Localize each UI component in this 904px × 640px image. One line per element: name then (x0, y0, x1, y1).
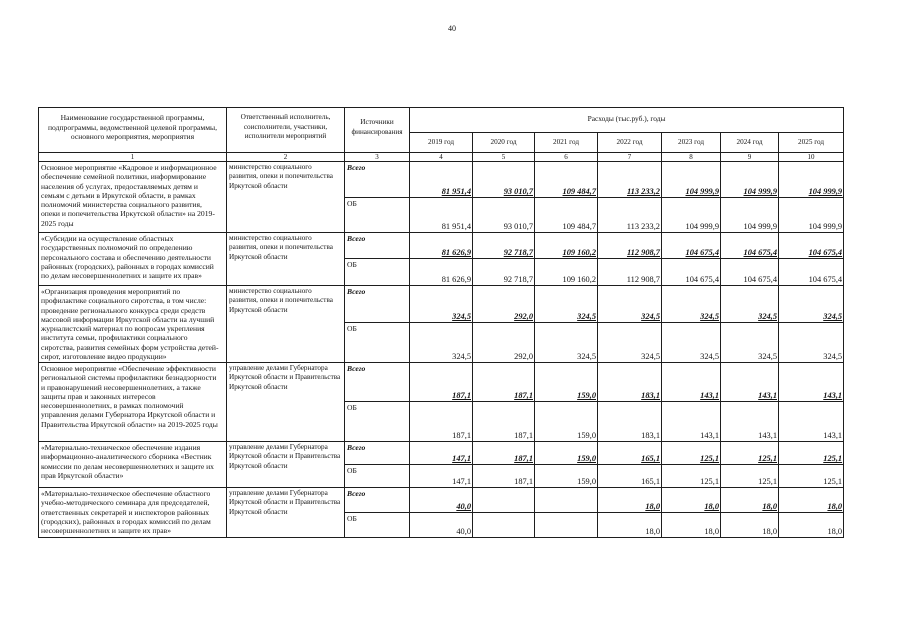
funding-row-total (39, 442, 844, 465)
budget-table-body (39, 162, 844, 538)
header-text-line: финансирования (351, 127, 403, 136)
expense-value-2021: 109 160,2 (535, 233, 598, 259)
expense-value-2024: 104 999,9 (721, 162, 779, 198)
expense-value-2020: 292,0 (473, 323, 535, 363)
executor-line: Иркутской области и Правительства (229, 373, 341, 382)
program-name-line: прав Иркутской области» (41, 470, 124, 480)
funding-source-label: Всего (345, 233, 410, 259)
header-year-2022: 2022 год (598, 133, 662, 153)
expense-value-2023: 104 999,9 (662, 198, 721, 233)
funding-row-total (39, 233, 844, 259)
expense-value-2023: 104 999,9 (662, 162, 721, 198)
expense-value-2020: 93 010,7 (473, 198, 535, 233)
expense-value-2025: 125,1 (779, 465, 844, 488)
expense-value-2022: 165,1 (598, 465, 662, 488)
expense-value-2022: 112 908,7 (598, 259, 662, 286)
executor-line: управление делами Губернатора (229, 364, 328, 372)
expense-value-2022: 18,0 (598, 513, 662, 538)
expense-value-2025: 104 999,9 (779, 162, 844, 198)
executor-cell (227, 488, 345, 538)
program-name-cell (39, 363, 227, 442)
program-name-line: региональной системы профилактики безнадзорности (41, 373, 217, 383)
funding-source-label: ОБ (345, 513, 410, 538)
expense-value-2022: 165,1 (598, 442, 662, 465)
executor-cell (227, 363, 345, 442)
funding-row-total (39, 286, 844, 323)
expense-value-2024: 125,1 (721, 465, 779, 488)
expense-value-2022: 183,1 (598, 402, 662, 442)
program-name-line: сиротства, развития семейных форм устройства детей- (41, 342, 219, 352)
header-text-line: подпрограммы, ведомственной целевой программы, (47, 122, 217, 132)
program-name-line: обеспечение семейной политики, информирование (41, 172, 207, 182)
expense-value-2020: 292,0 (473, 286, 535, 323)
program-name-cell (39, 233, 227, 286)
funding-row-total (39, 363, 844, 402)
expense-value-2019: 324,5 (410, 286, 473, 323)
program-name-line: семьям с детьми в Иркутской области, в рамках (41, 190, 196, 200)
program-name-line: государственных полномочий по определению (41, 243, 193, 253)
header-year-2021: 2021 год (535, 133, 598, 153)
program-name-line: Основное мероприятие «Кадровое и информационное (41, 163, 217, 172)
expense-value-2019: 40,0 (410, 488, 473, 513)
executor-line: Иркутской области (229, 382, 288, 391)
expense-value-2021: 159,0 (535, 402, 598, 442)
expense-value-2023: 324,5 (662, 323, 721, 363)
expense-value-2020: 93 010,7 (473, 162, 535, 198)
program-name-line: Основное мероприятие «Обеспечение эффективности (41, 364, 216, 373)
expense-value-2019: 324,5 (410, 323, 473, 363)
funding-source-label: Всего (345, 442, 410, 465)
column-number: 6 (535, 153, 598, 162)
executor-line: Иркутской области и Правительства (229, 452, 341, 461)
program-name-line: «Материально-техническое обеспечение издания (41, 443, 201, 452)
executor-cell (227, 286, 345, 363)
program-name-line: полномочий министерства социального развития, (41, 200, 202, 210)
program-name-line: по делам несовершеннолетних и защите их прав» (41, 271, 202, 281)
program-name-cell (39, 442, 227, 488)
expense-value-2023: 125,1 (662, 442, 721, 465)
funding-source-label: Всего (345, 488, 410, 513)
header-row-expenses (39, 108, 844, 133)
column-number: 4 (410, 153, 473, 162)
executor-cell (227, 162, 345, 233)
executor-line: Иркутской области (229, 305, 288, 314)
expense-value-2024: 324,5 (721, 323, 779, 363)
expense-value-2020: 187,1 (473, 363, 535, 402)
program-name-line: ответственных секретарей и инспекторов районных (41, 507, 210, 517)
header-year-2020: 2020 год (473, 133, 535, 153)
program-name-cell (39, 488, 227, 538)
funding-source-label: Всего (345, 286, 410, 323)
program-name-line: «Субсидии на осуществление областных (41, 234, 174, 243)
expense-value-2022: 18,0 (598, 488, 662, 513)
column-number: 2 (227, 153, 345, 162)
executor-line: министерство социального (229, 287, 312, 295)
expense-value-2022: 183,1 (598, 363, 662, 402)
funding-row-total (39, 162, 844, 198)
expense-value-2024: 104 999,9 (721, 198, 779, 233)
expense-value-2022: 324,5 (598, 286, 662, 323)
header-text-line: исполнители мероприятий (244, 132, 327, 140)
program-name-line: журналистский материал по вопросам укрепления (41, 324, 205, 334)
expense-value-2023: 143,1 (662, 402, 721, 442)
page-number: 40 (448, 24, 456, 33)
expense-value-2021: 109 160,2 (535, 259, 598, 286)
expense-value-2022: 324,5 (598, 323, 662, 363)
expense-value-2024: 125,1 (721, 442, 779, 465)
expense-value-2023: 104 675,4 (662, 233, 721, 259)
header-year-2025: 2025 год (779, 133, 844, 153)
expense-value-2024: 104 675,4 (721, 259, 779, 286)
program-name-line: массовой информации Иркутской области на лучший (41, 314, 215, 324)
expense-value-2021: 109 484,7 (535, 198, 598, 233)
header-expenses: Расходы (тыс.руб.), годы (410, 108, 844, 133)
expense-value-2025: 104 999,9 (779, 198, 844, 233)
executor-line: Иркутской области (229, 461, 288, 470)
program-name-line: персонального состава и обеспечению деятельности (41, 252, 211, 262)
funding-source-label: Всего (345, 162, 410, 198)
executor-line: Иркутской области и Правительства (229, 498, 341, 507)
funding-source-label: Всего (345, 363, 410, 402)
header-year-2019: 2019 год (410, 133, 473, 153)
expense-value-2023: 125,1 (662, 465, 721, 488)
expense-value-2020: 187,1 (473, 465, 535, 488)
expense-value-2020: 92 718,7 (473, 233, 535, 259)
program-name-line: (городских), районных в городах комиссий по делам (41, 516, 211, 526)
expense-value-2022: 113 233,2 (598, 198, 662, 233)
expense-value-2025: 18,0 (779, 488, 844, 513)
header-funding-source (345, 108, 410, 153)
program-name-line: защиты прав и законных интересов (41, 391, 156, 401)
expense-value-2019: 81 626,9 (410, 259, 473, 286)
program-name-line: управления делами Губернатора Иркутской области и (41, 410, 216, 420)
program-name-line: и правонарушений несовершеннолетних, а также (41, 382, 201, 392)
expense-value-2023: 18,0 (662, 488, 721, 513)
executor-line: министерство социального (229, 234, 312, 242)
program-name-line: несовершеннолетних, в рамках полномочий (41, 401, 184, 411)
expense-value-2019: 187,1 (410, 363, 473, 402)
expense-value-2025: 143,1 (779, 402, 844, 442)
expense-value-2023: 18,0 (662, 513, 721, 538)
expense-value-2020: 92 718,7 (473, 259, 535, 286)
expense-value-2023: 143,1 (662, 363, 721, 402)
expense-value-2024: 143,1 (721, 402, 779, 442)
expense-value-2021: 324,5 (535, 286, 598, 323)
expense-value-2021: 109 484,7 (535, 162, 598, 198)
expense-value-2024: 18,0 (721, 488, 779, 513)
expense-value-2025: 104 675,4 (779, 233, 844, 259)
executor-line: управление делами Губернатора (229, 443, 328, 451)
program-name-line: «Материально-техническое обеспечение областного (41, 489, 211, 498)
expense-value-2020 (473, 513, 535, 538)
column-number: 7 (598, 153, 662, 162)
expense-value-2022: 113 233,2 (598, 162, 662, 198)
expense-value-2021: 159,0 (535, 465, 598, 488)
expense-value-2021: 159,0 (535, 442, 598, 465)
expense-value-2019: 81 951,4 (410, 162, 473, 198)
program-name-line: информационно-аналитического сборника «Вестник (41, 452, 212, 462)
executor-line: развития, опеки и попечительства (229, 296, 333, 305)
expense-value-2023: 104 675,4 (662, 259, 721, 286)
program-name-line: учебно-методического семинара для председателей, (41, 498, 210, 508)
executor-line: Иркутской области (229, 507, 288, 516)
expense-value-2024: 324,5 (721, 286, 779, 323)
column-number: 9 (721, 153, 779, 162)
program-name-cell (39, 286, 227, 363)
funding-row-total (39, 488, 844, 513)
funding-source-label: ОБ (345, 465, 410, 488)
executor-cell (227, 233, 345, 286)
expense-value-2022: 112 908,7 (598, 233, 662, 259)
program-name-line: 2025 годы (41, 218, 74, 228)
expense-value-2025: 324,5 (779, 323, 844, 363)
program-name-line: районных (городских), районных в городах комиссий (41, 261, 214, 271)
expense-value-2025: 143,1 (779, 363, 844, 402)
expense-value-2021: 159,0 (535, 363, 598, 402)
program-name-line: проведение регионального конкурса среди средств (41, 305, 206, 315)
header-executor (227, 108, 345, 153)
program-name-line: населения об услугах, предоставляемых детям и (41, 181, 198, 191)
expense-value-2019: 40,0 (410, 513, 473, 538)
expense-value-2021 (535, 488, 598, 513)
expense-value-2024: 143,1 (721, 363, 779, 402)
header-text-line: Источники (360, 118, 394, 126)
header-text-line: соисполнители, участники, (243, 122, 328, 131)
executor-line: Иркутской области (229, 181, 288, 190)
expense-value-2025: 324,5 (779, 286, 844, 323)
funding-source-label: ОБ (345, 323, 410, 363)
expense-value-2024: 104 675,4 (721, 233, 779, 259)
expense-value-2019: 147,1 (410, 465, 473, 488)
executor-cell (227, 442, 345, 488)
expense-value-2025: 18,0 (779, 513, 844, 538)
funding-source-label: ОБ (345, 198, 410, 233)
program-name-line: опеки и попечительства Иркутской области» на 2019- (41, 209, 215, 219)
budget-table (38, 107, 844, 538)
header-year-2023: 2023 год (662, 133, 721, 153)
program-name-line: «Организация проведения мероприятий по (41, 287, 181, 296)
executor-line: Иркутской области (229, 252, 288, 261)
executor-line: управление делами Губернатора (229, 489, 328, 497)
program-name-cell (39, 162, 227, 233)
header-program-name (39, 108, 227, 153)
header-row-column-numbers (39, 153, 844, 162)
executor-line: развития, опеки и попечительства (229, 172, 333, 181)
expense-value-2025: 125,1 (779, 442, 844, 465)
expense-value-2019: 81 951,4 (410, 198, 473, 233)
executor-line: министерство социального (229, 163, 312, 171)
column-number: 8 (662, 153, 721, 162)
expense-value-2020: 187,1 (473, 402, 535, 442)
expense-value-2019: 187,1 (410, 402, 473, 442)
header-text-line: Наименование государственной программы, (60, 113, 205, 122)
expense-value-2020 (473, 488, 535, 513)
expense-value-2019: 147,1 (410, 442, 473, 465)
funding-source-label: ОБ (345, 259, 410, 286)
program-name-line: сирот, изготовление видео продукции» (41, 352, 167, 362)
funding-source-label: ОБ (345, 402, 410, 442)
expense-value-2021 (535, 513, 598, 538)
program-name-line: несовершеннолетних и защите их прав» (41, 526, 172, 536)
expense-value-2025: 104 675,4 (779, 259, 844, 286)
header-text-line: основного мероприятия, мероприятия (70, 132, 195, 141)
expense-value-2020: 187,1 (473, 442, 535, 465)
column-number: 5 (473, 153, 535, 162)
executor-line: развития, опеки и попечительства (229, 243, 333, 252)
expense-value-2023: 324,5 (662, 286, 721, 323)
expense-value-2024: 18,0 (721, 513, 779, 538)
expense-value-2019: 81 626,9 (410, 233, 473, 259)
program-name-line: комиссии по делам несовершеннолетних и защите их (41, 461, 214, 471)
program-name-line: профилактике социального сиротства, в том числе: (41, 296, 207, 306)
program-name-line: института семьи, профилактики социального (41, 333, 188, 343)
column-number: 10 (779, 153, 844, 162)
program-name-line: Правительства Иркутской области» на 2019-2025 годы (41, 419, 218, 429)
column-number: 1 (39, 153, 227, 162)
column-number: 3 (345, 153, 410, 162)
expense-value-2021: 324,5 (535, 323, 598, 363)
header-text-line: Ответственный исполнитель, (240, 113, 331, 121)
header-year-2024: 2024 год (721, 133, 779, 153)
